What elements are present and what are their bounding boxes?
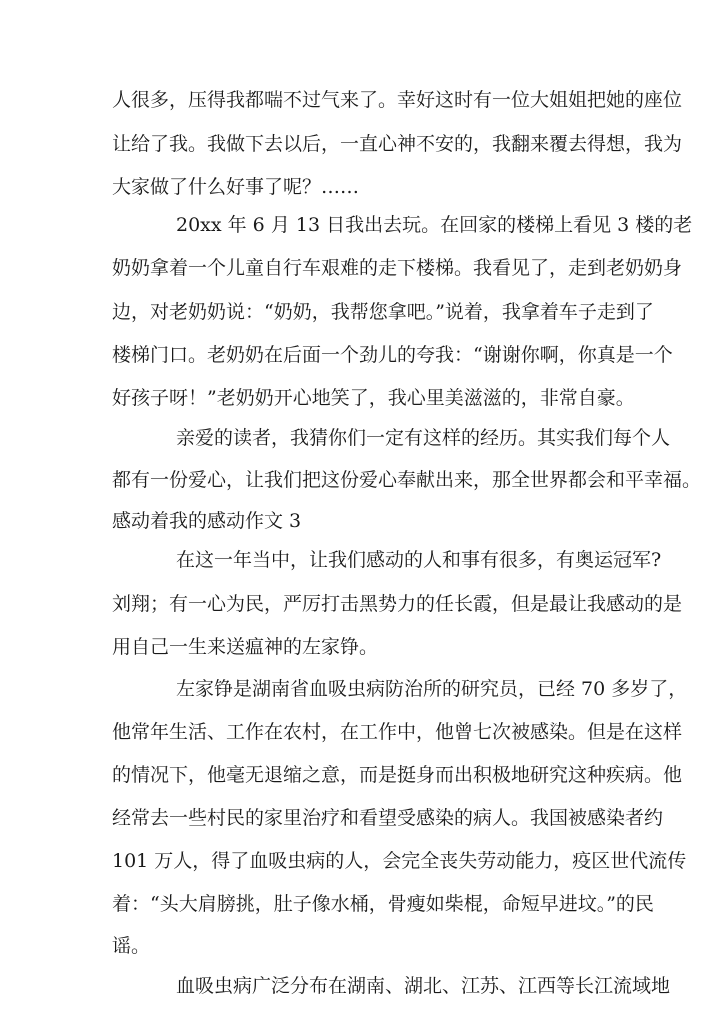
text-line: 的情况下，他毫无退缩之意，而是挺身而出积极地研究这种疾病。他 — [112, 764, 683, 786]
text-line: 着：“头大肩膀挑，肚子像水桶，骨瘦如柴棍，命短早进坟。”的民 — [112, 893, 654, 915]
text-line: 大家做了什么好事了呢？…… — [112, 176, 360, 198]
paragraph-start-line: 20xx 年 6 月 13 日我出去玩。在回家的楼梯上看见 3 楼的老 — [176, 214, 693, 236]
text-line: 好孩子呀！”老奶奶开心地笑了，我心里美滋滋的，非常自豪。 — [112, 387, 635, 409]
text-line: 刘翔；有一心为民，严厉打击黑势力的任长霞，但是最让我感动的是 — [112, 593, 683, 615]
text-line: 他常年生活、工作在农村，在工作中，他曾七次被感染。但是在这样 — [112, 721, 683, 743]
text-line: 谣。 — [112, 935, 151, 957]
text-line: 楼梯门口。老奶奶在后面一个劲儿的夸我：“谢谢你啊，你真是一个 — [112, 344, 673, 366]
paragraph-start-line: 血吸虫病广泛分布在湖南、湖北、江苏、江西等长江流域地 — [176, 975, 671, 997]
text-line: 奶奶拿着一个儿童自行车艰难的走下楼梯。我看见了，走到老奶奶身 — [112, 257, 683, 279]
section-heading: 感动着我的感动作文 3 — [112, 510, 302, 532]
paragraph-start-line: 左家铮是湖南省血吸虫病防治所的研究员，已经 70 多岁了， — [176, 678, 688, 700]
text-line: 用自己一生来送瘟神的左家铮。 — [112, 636, 379, 658]
paragraph-start-line: 在这一年当中，让我们感动的人和事有很多，有奥运冠军? — [176, 549, 662, 571]
text-line: 都有一份爱心，让我们把这份爱心奉献出来，那全世界都会和平幸福。 — [112, 469, 702, 491]
text-line: 101 万人，得了血吸虫病的人，会完全丧失劳动能力，疫区世代流传 — [112, 850, 687, 872]
text-line: 经常去一些村民的家里治疗和看望受感染的病人。我国被感染者约 — [112, 807, 664, 829]
text-line: 人很多，压得我都喘不过气来了。幸好这时有一位大姐姐把她的座位 — [112, 89, 683, 111]
paragraph-start-line: 亲爱的读者，我猜你们一定有这样的经历。其实我们每个人 — [176, 427, 671, 449]
text-line: 边，对老奶奶说：“奶奶，我帮您拿吧。”说着，我拿着车子走到了 — [112, 301, 654, 323]
text-line: 让给了我。我做下去以后，一直心神不安的，我翻来覆去得想，我为 — [112, 133, 683, 155]
